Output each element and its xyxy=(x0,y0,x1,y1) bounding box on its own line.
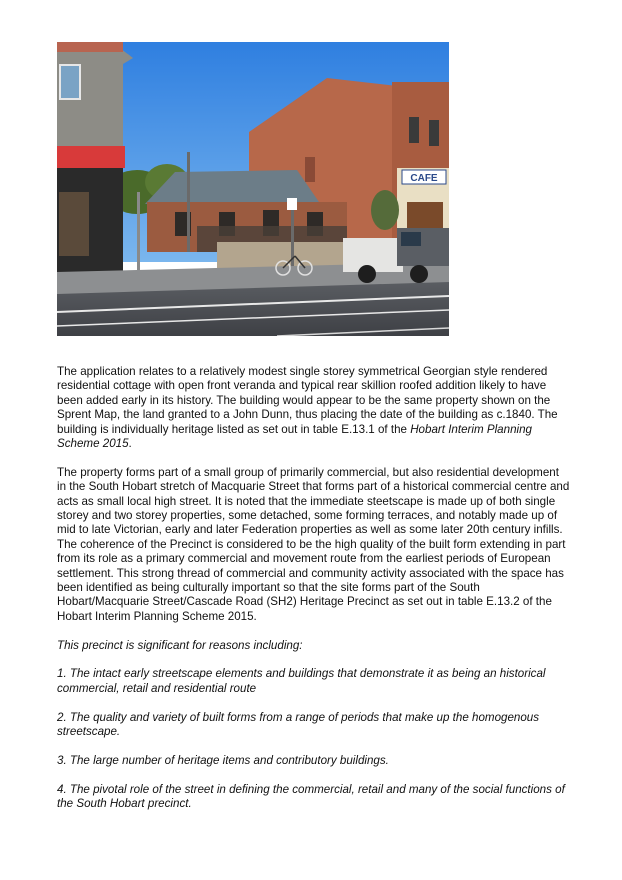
street-photo xyxy=(57,42,449,336)
paragraph-1-end: . xyxy=(128,437,132,451)
significance-intro: This precinct is significant for reasons including: xyxy=(57,638,303,652)
paragraph-1-text: The application relates to a relatively modest single storey symmetrical Georgian style rendered residential cottage with open front veranda and typical rear skillion roofed addition likely to have been added early in its history. The building would appear to be the same property shown on the Sprent Map, the land granted to a John Dunn, thus placing the date of the building as c.1840. The building is individually heritage listed as set out in table E.13.1 of the xyxy=(57,365,558,436)
significance-item-1: 1. The intact early streetscape elements and buildings that demonstrate it as being an historical commercial, retail and residential route xyxy=(57,667,546,695)
significance-item-2: 2. The quality and variety of built forms from a range of periods that make up the homogenous streetscape. xyxy=(57,710,540,739)
planning-scheme-title: Hobart Interim Planning Scheme 2015 xyxy=(57,422,532,451)
document-body xyxy=(57,365,571,826)
cafe-sign: CAFE xyxy=(410,173,438,184)
paragraph-2: The property forms part of a small group of primarily commercial, but also residential development in the South Hobart stretch of Macquarie Street that forms part of a historical commercial centre and acts as small local high street. It is noted that the immediate steetscape is made up of both single storey and two storey properties, some detached, some forming terraces, and notably made up of mid to late Victorian, early and later Federation properties as well as some later 20th century infills. The coherence of the Precinct is considered to be the high quality of the built form extending in part from its role as a primary commercial and movement route from the earliest periods of European settlement. This strong thread of commercial and community activity associated with the space has been identified as being culturally important so that the site forms part of the South Hobart/Macquarie Street/Cascade Road (SH2) Heritage Precinct as set out in table E.13.2 of the Hobart Interim Planning Scheme 2015. xyxy=(57,465,570,623)
significance-item-4: 4. The pivotal role of the street in defining the commercial, retail and many of the social functions of the South Hobart precinct. xyxy=(57,782,565,811)
paragraph-1 xyxy=(57,365,571,451)
significance-item-3: 3. The large number of heritage items and contributory buildings. xyxy=(57,753,389,767)
